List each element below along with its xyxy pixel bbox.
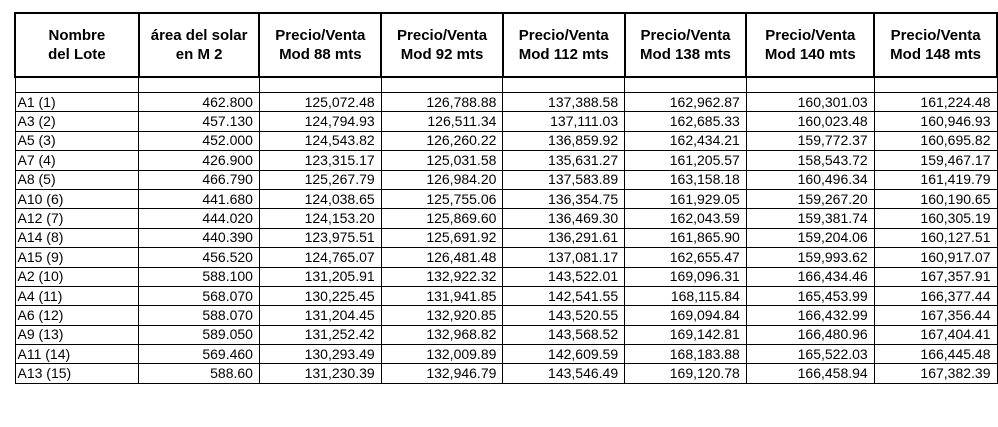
lot-area-cell: 440.390 [139,228,260,247]
price-cell: 131,252.42 [259,325,381,344]
lot-name-cell: A1 (1) [15,93,139,112]
price-cell: 169,096.31 [625,267,747,286]
price-cell: 125,755.06 [381,189,503,208]
price-cell: 143,546.49 [503,364,625,383]
price-cell: 160,301.03 [746,93,874,112]
price-cell: 131,204.45 [259,306,381,325]
price-cell: 166,480.96 [746,325,874,344]
price-cell: 159,204.06 [746,228,874,247]
table-row [15,209,997,228]
price-cell: 159,772.37 [746,131,874,150]
price-cell: 125,869.60 [381,209,503,228]
price-cell: 135,631.27 [503,151,625,170]
price-cell: 126,481.48 [381,248,503,267]
price-cell: 165,453.99 [746,286,874,305]
price-cell: 167,382.39 [874,364,997,383]
price-cell: 136,859.92 [503,131,625,150]
price-cell: 136,291.61 [503,228,625,247]
price-cell: 166,445.48 [874,345,997,364]
lot-name-cell: A9 (13) [15,325,139,344]
price-cell: 131,941.85 [381,286,503,305]
spacer-cell [746,77,874,93]
lot-name-cell: A8 (5) [15,170,139,189]
price-cell: 124,543.82 [259,131,381,150]
lot-name-cell: A10 (6) [15,189,139,208]
price-cell: 161,205.57 [625,151,747,170]
price-cell: 159,381.74 [746,209,874,228]
price-cell: 162,655.47 [625,248,747,267]
price-cell: 131,205.91 [259,267,381,286]
price-cell: 167,356.44 [874,306,997,325]
price-cell: 143,520.55 [503,306,625,325]
price-cell: 136,469.30 [503,209,625,228]
price-cell: 142,609.59 [503,345,625,364]
table-row [15,364,997,383]
lot-area-cell: 589.050 [139,325,260,344]
price-cell: 169,142.81 [625,325,747,344]
price-cell: 125,267.79 [259,170,381,189]
lot-area-cell: 456.520 [139,248,260,267]
lot-name-cell: A4 (11) [15,286,139,305]
price-cell: 132,920.85 [381,306,503,325]
price-cell: 161,224.48 [874,93,997,112]
price-cell: 163,158.18 [625,170,747,189]
price-cell: 137,111.03 [503,112,625,131]
price-cell: 160,695.82 [874,131,997,150]
price-cell: 160,305.19 [874,209,997,228]
price-cell: 160,023.48 [746,112,874,131]
table-row [15,131,997,150]
price-cell: 124,794.93 [259,112,381,131]
lot-name-cell: A3 (2) [15,112,139,131]
spacer-cell [874,77,997,93]
price-cell: 161,865.90 [625,228,747,247]
price-cell: 160,127.51 [874,228,997,247]
lot-name-cell: A5 (3) [15,131,139,150]
lot-area-cell: 466.790 [139,170,260,189]
price-cell: 160,190.65 [874,189,997,208]
price-cell: 132,009.89 [381,345,503,364]
lot-area-cell: 444.020 [139,209,260,228]
price-cell: 125,072.48 [259,93,381,112]
lot-name-cell: A7 (4) [15,151,139,170]
lot-name-cell: A11 (14) [15,345,139,364]
price-cell: 125,691.92 [381,228,503,247]
lot-name-cell: A15 (9) [15,248,139,267]
spacer-cell [381,77,503,93]
lot-name-cell: A2 (10) [15,267,139,286]
lot-area-cell: 588.60 [139,364,260,383]
price-cell: 143,522.01 [503,267,625,286]
price-cell: 137,081.17 [503,248,625,267]
lot-name-cell: A6 (12) [15,306,139,325]
spacer-cell [503,77,625,93]
lot-area-cell: 588.070 [139,306,260,325]
spacer-row [15,77,997,93]
table-row [15,325,997,344]
lot-area-cell: 457.130 [139,112,260,131]
price-cell: 126,511.34 [381,112,503,131]
price-cell: 159,467.17 [874,151,997,170]
price-cell: 166,458.94 [746,364,874,383]
price-cell: 159,993.62 [746,248,874,267]
price-cell: 162,685.33 [625,112,747,131]
table-row [15,248,997,267]
price-cell: 137,583.89 [503,170,625,189]
lot-area-cell: 426.900 [139,151,260,170]
header-lot-name: Nombre del Lote [15,13,139,77]
price-cell: 169,094.84 [625,306,747,325]
price-cell: 126,984.20 [381,170,503,189]
price-cell: 159,267.20 [746,189,874,208]
table-row [15,306,997,325]
table-row [15,228,997,247]
price-cell: 162,434.21 [625,131,747,150]
lot-name-cell: A13 (15) [15,364,139,383]
header-row [15,13,997,77]
price-cell: 162,043.59 [625,209,747,228]
header-price-92: Precio/Venta Mod 92 mts [381,13,503,77]
price-cell: 166,434.46 [746,267,874,286]
price-cell: 161,419.79 [874,170,997,189]
price-cell: 160,917.07 [874,248,997,267]
price-cell: 166,377.44 [874,286,997,305]
price-cell: 158,543.72 [746,151,874,170]
lot-area-cell: 569.460 [139,345,260,364]
price-cell: 162,962.87 [625,93,747,112]
price-cell: 142,541.55 [503,286,625,305]
price-cell: 126,260.22 [381,131,503,150]
price-cell: 160,496.34 [746,170,874,189]
header-price-140: Precio/Venta Mod 140 mts [746,13,874,77]
table-row [15,112,997,131]
price-cell: 137,388.58 [503,93,625,112]
price-cell: 126,788.88 [381,93,503,112]
spacer-cell [139,77,260,93]
price-cell: 124,153.20 [259,209,381,228]
lot-name-cell: A12 (7) [15,209,139,228]
header-price-88: Precio/Venta Mod 88 mts [259,13,381,77]
header-lot-area: área del solar en M 2 [139,13,260,77]
price-cell: 167,357.91 [874,267,997,286]
table-row [15,151,997,170]
price-cell: 130,225.45 [259,286,381,305]
table-row [15,345,997,364]
table-row [15,286,997,305]
spacer-cell [15,77,139,93]
spacer-cell [259,77,381,93]
price-cell: 167,404.41 [874,325,997,344]
lot-area-cell: 588.100 [139,267,260,286]
price-cell: 125,031.58 [381,151,503,170]
price-cell: 124,765.07 [259,248,381,267]
price-cell: 132,968.82 [381,325,503,344]
price-table-container [14,12,998,384]
price-cell: 124,038.65 [259,189,381,208]
header-price-112: Precio/Venta Mod 112 mts [503,13,625,77]
price-cell: 160,946.93 [874,112,997,131]
lot-name-cell: A14 (8) [15,228,139,247]
table-row [15,170,997,189]
price-cell: 131,230.39 [259,364,381,383]
spacer-cell [625,77,747,93]
table-row [15,93,997,112]
price-cell: 161,929.05 [625,189,747,208]
table-row [15,267,997,286]
lot-area-cell: 452.000 [139,131,260,150]
price-cell: 132,922.32 [381,267,503,286]
header-price-138: Precio/Venta Mod 138 mts [625,13,747,77]
price-cell: 136,354.75 [503,189,625,208]
price-cell: 132,946.79 [381,364,503,383]
price-cell: 143,568.52 [503,325,625,344]
header-price-148: Precio/Venta Mod 148 mts [874,13,997,77]
lot-area-cell: 441.680 [139,189,260,208]
price-cell: 166,432.99 [746,306,874,325]
price-cell: 123,975.51 [259,228,381,247]
price-cell: 123,315.17 [259,151,381,170]
lot-area-cell: 568.070 [139,286,260,305]
price-cell: 168,115.84 [625,286,747,305]
price-cell: 168,183.88 [625,345,747,364]
price-cell: 130,293.49 [259,345,381,364]
price-cell: 169,120.78 [625,364,747,383]
price-table [14,12,998,384]
lot-area-cell: 462.800 [139,93,260,112]
price-cell: 165,522.03 [746,345,874,364]
table-row [15,189,997,208]
